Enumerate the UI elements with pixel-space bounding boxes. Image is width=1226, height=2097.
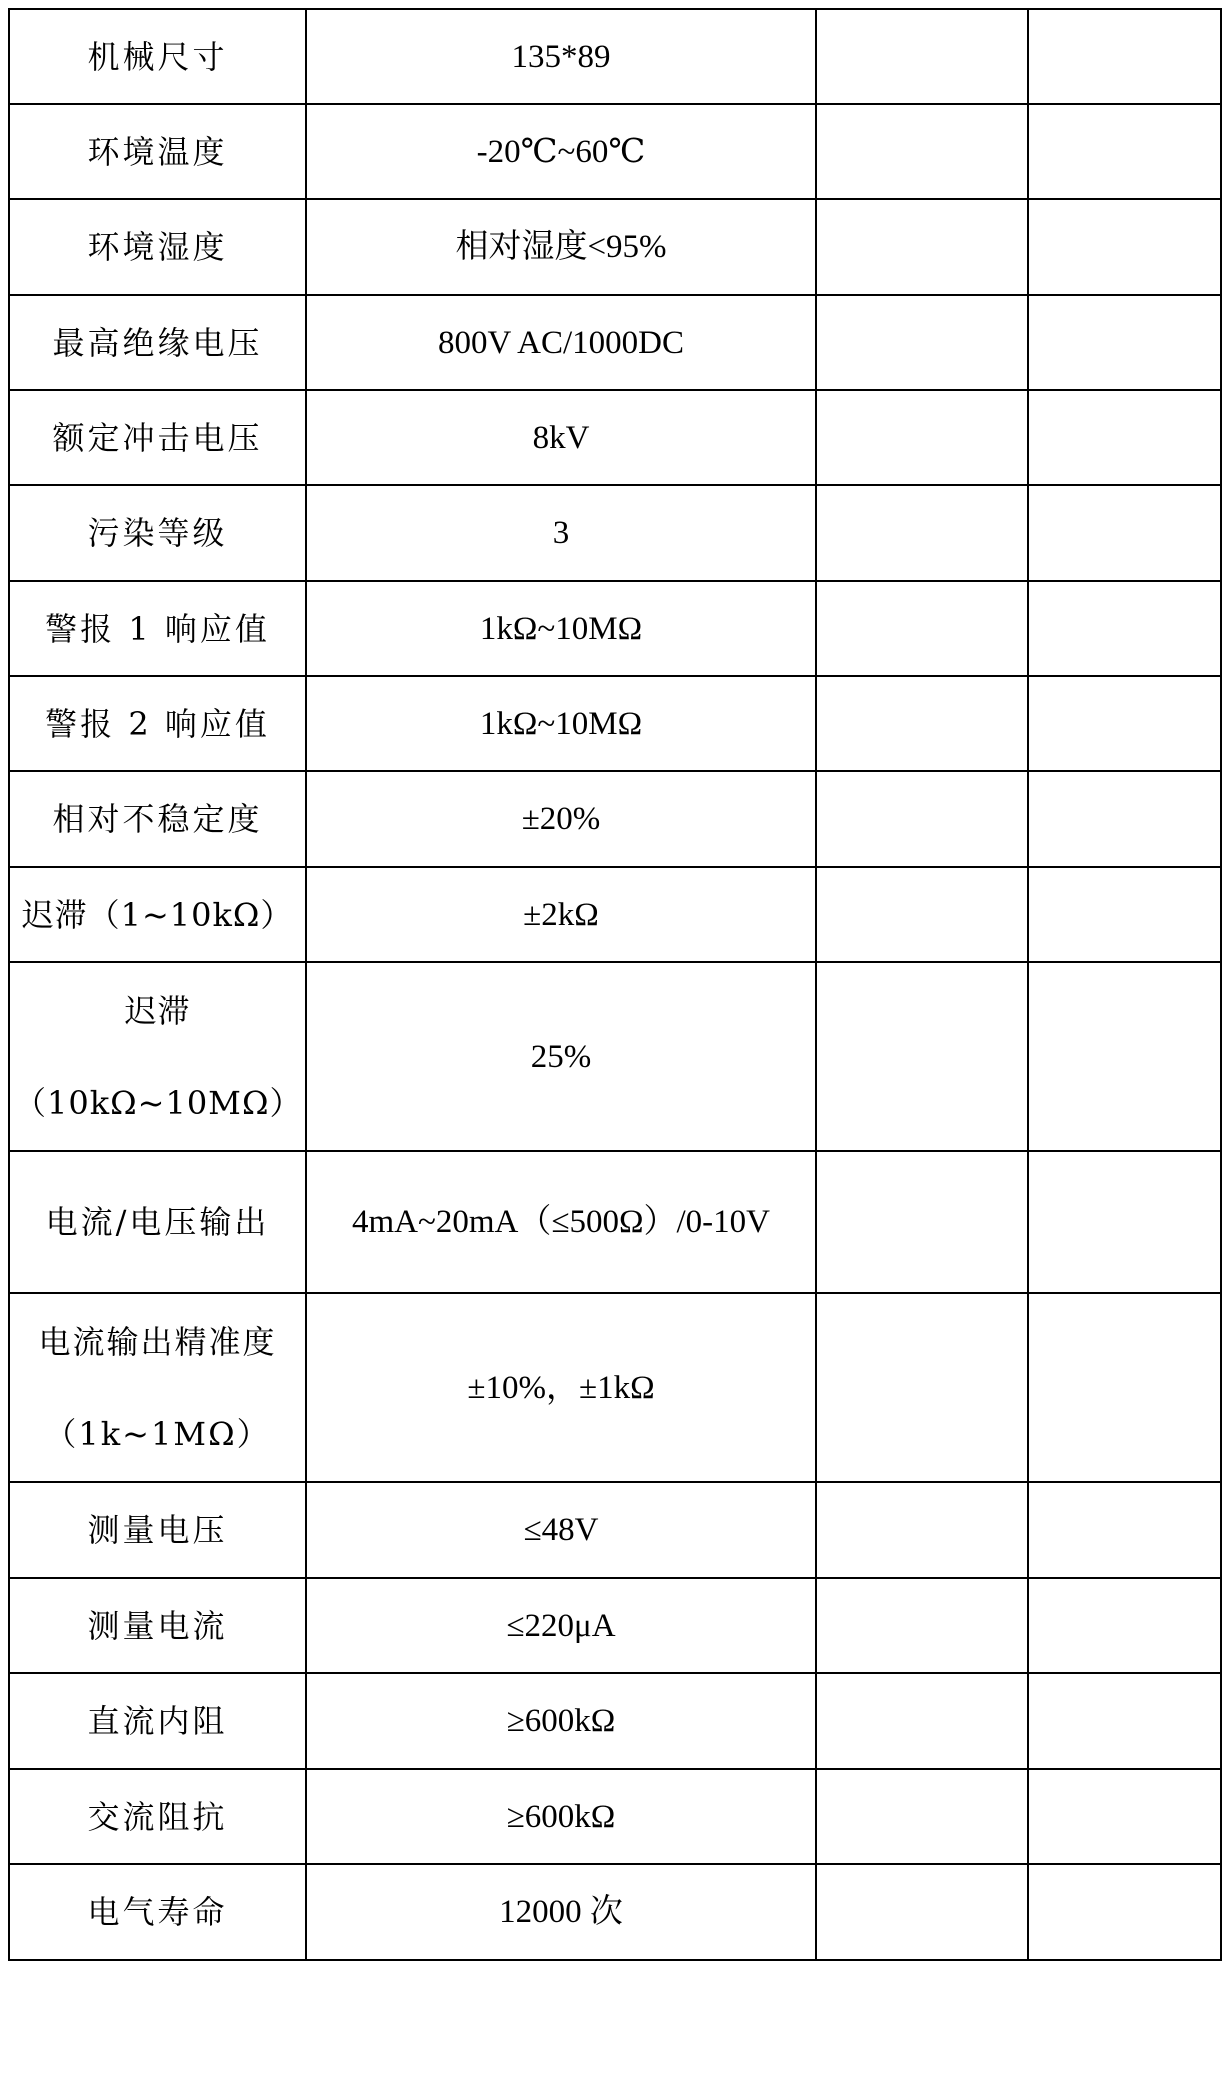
empty-cell — [1028, 1482, 1221, 1578]
table-row — [9, 771, 1221, 867]
table-row — [9, 390, 1221, 485]
param-value: ≤220μA — [306, 1578, 816, 1673]
spec-table — [8, 8, 1222, 1961]
param-value: 1kΩ~10MΩ — [306, 676, 816, 771]
empty-cell — [1028, 1769, 1221, 1864]
param-value: ≥600kΩ — [306, 1673, 816, 1769]
table-row — [9, 199, 1221, 295]
empty-cell — [1028, 1673, 1221, 1769]
table-row — [9, 1151, 1221, 1293]
param-value: 3 — [306, 485, 816, 581]
empty-cell — [816, 485, 1028, 581]
param-name: 警报 2 响应值 — [9, 676, 306, 771]
empty-cell — [1028, 390, 1221, 485]
table-row — [9, 1864, 1221, 1960]
param-value: ≤48V — [306, 1482, 816, 1578]
empty-cell — [816, 581, 1028, 676]
param-value: 8kV — [306, 390, 816, 485]
param-value: -20℃~60℃ — [306, 104, 816, 199]
empty-cell — [1028, 771, 1221, 867]
table-row — [9, 1769, 1221, 1864]
table-row — [9, 1673, 1221, 1769]
empty-cell — [816, 1673, 1028, 1769]
empty-cell — [816, 199, 1028, 295]
param-name: 环境湿度 — [9, 199, 306, 295]
table-row — [9, 485, 1221, 581]
empty-cell — [1028, 581, 1221, 676]
param-name: 测量电压 — [9, 1482, 306, 1578]
empty-cell — [1028, 485, 1221, 581]
param-name: 电流/电压输出 — [9, 1151, 306, 1293]
param-value: ±20% — [306, 771, 816, 867]
empty-cell — [816, 1482, 1028, 1578]
param-name: 测量电流 — [9, 1578, 306, 1673]
param-name: 电气寿命 — [9, 1864, 306, 1960]
param-name: 最高绝缘电压 — [9, 295, 306, 390]
empty-cell — [816, 1769, 1028, 1864]
param-name: 迟滞（10kΩ~10MΩ） — [9, 962, 306, 1151]
param-value: ±2kΩ — [306, 867, 816, 962]
empty-cell — [816, 771, 1028, 867]
empty-cell — [1028, 9, 1221, 104]
empty-cell — [1028, 676, 1221, 771]
table-row — [9, 1578, 1221, 1673]
param-name: 相对不稳定度 — [9, 771, 306, 867]
empty-cell — [816, 295, 1028, 390]
param-name: 交流阻抗 — [9, 1769, 306, 1864]
empty-cell — [816, 390, 1028, 485]
param-name: 迟滞（1~10kΩ） — [9, 867, 306, 962]
empty-cell — [816, 1151, 1028, 1293]
param-value: 800V AC/1000DC — [306, 295, 816, 390]
table-row — [9, 104, 1221, 199]
empty-cell — [1028, 1151, 1221, 1293]
empty-cell — [1028, 104, 1221, 199]
param-value: 相对湿度<95% — [306, 199, 816, 295]
empty-cell — [1028, 1864, 1221, 1960]
param-name: 污染等级 — [9, 485, 306, 581]
param-name: 直流内阻 — [9, 1673, 306, 1769]
table-row — [9, 962, 1221, 1151]
empty-cell — [1028, 295, 1221, 390]
empty-cell — [816, 1864, 1028, 1960]
param-value: 25% — [306, 962, 816, 1151]
empty-cell — [1028, 867, 1221, 962]
table-row — [9, 1482, 1221, 1578]
table-row — [9, 295, 1221, 390]
param-value: 135*89 — [306, 9, 816, 104]
table-row — [9, 581, 1221, 676]
empty-cell — [1028, 1293, 1221, 1482]
table-row — [9, 1293, 1221, 1482]
empty-cell — [816, 1578, 1028, 1673]
param-name: 警报 1 响应值 — [9, 581, 306, 676]
empty-cell — [1028, 962, 1221, 1151]
param-value: 12000 次 — [306, 1864, 816, 1960]
param-value: ±10%，±1kΩ — [306, 1293, 816, 1482]
empty-cell — [816, 1293, 1028, 1482]
param-value: ≥600kΩ — [306, 1769, 816, 1864]
empty-cell — [816, 962, 1028, 1151]
table-row — [9, 676, 1221, 771]
param-value: 4mA~20mA（≤500Ω）/0-10V — [306, 1151, 816, 1293]
param-name: 额定冲击电压 — [9, 390, 306, 485]
param-value: 1kΩ~10MΩ — [306, 581, 816, 676]
param-name: 电流输出精准度（1k~1MΩ） — [9, 1293, 306, 1482]
empty-cell — [816, 104, 1028, 199]
empty-cell — [1028, 1578, 1221, 1673]
table-row — [9, 867, 1221, 962]
empty-cell — [816, 9, 1028, 104]
empty-cell — [816, 676, 1028, 771]
param-name: 环境温度 — [9, 104, 306, 199]
param-name: 机械尺寸 — [9, 9, 306, 104]
empty-cell — [816, 867, 1028, 962]
table-row — [9, 9, 1221, 104]
empty-cell — [1028, 199, 1221, 295]
